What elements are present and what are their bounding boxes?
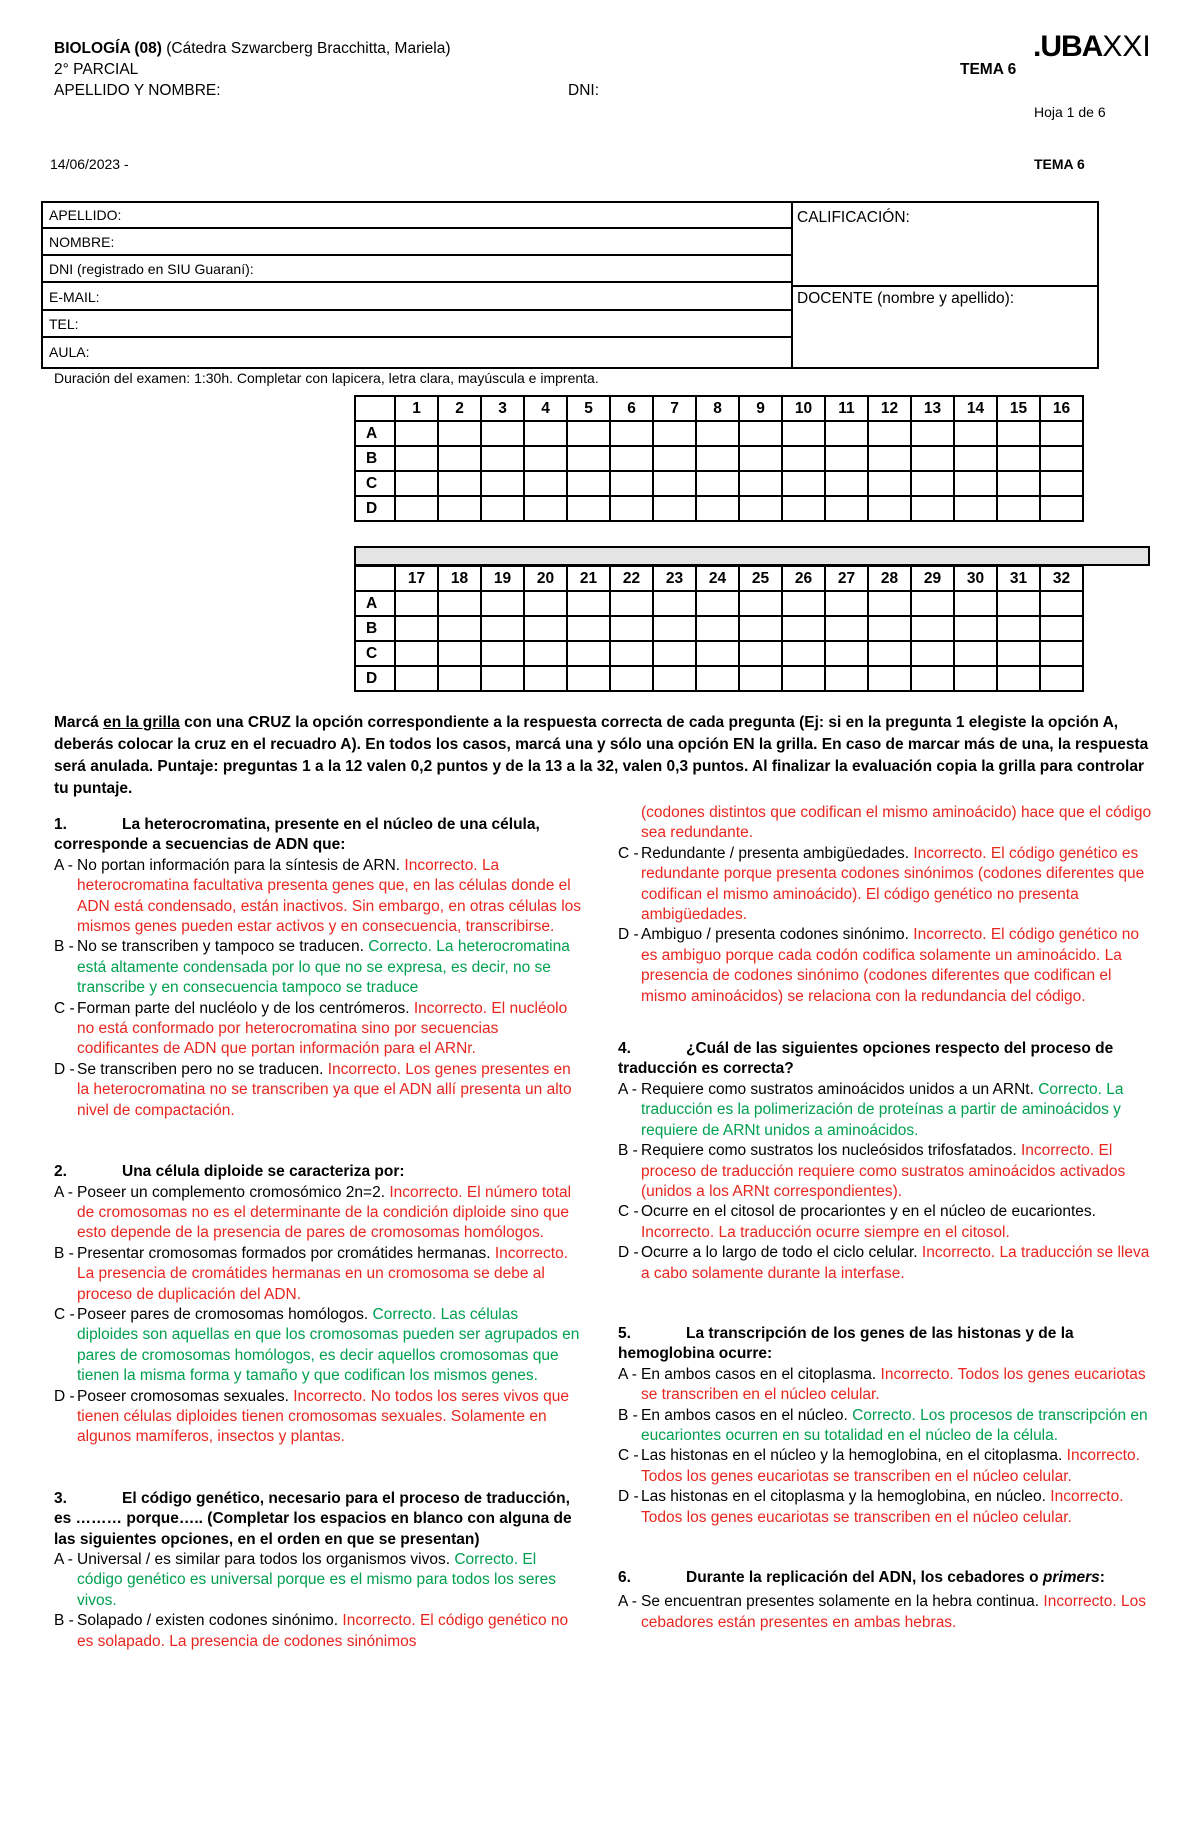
answer-cell[interactable]	[1040, 641, 1083, 666]
grid-col-header: 4	[524, 396, 567, 421]
question-2-option-c: C - Poseer pares de cromosomas homólogos. Correcto. Las células diploides son aquellas en que los cromosomas pueden ser agrupados en pares de cromosomas homólogos, es decir aquellos cromosomas que tienen la misma forma y tamaño y que codifican los mismos genes.	[54, 1305, 580, 1385]
grid-row-label: D	[355, 496, 395, 521]
question-2-option-d: D - Poseer cromosomas sexuales. Incorrecto. No todos los seres vivos que tienen células diploides tienen cromosomas sexuales. Solamente en algunos mamíferos, insectos y plantas.	[54, 1387, 569, 1446]
question-6-title: 6. Durante la replicación del ADN, los cebadores o primers:	[618, 1569, 1105, 1586]
answer-cell[interactable]	[954, 641, 997, 666]
answer-cell[interactable]	[610, 471, 653, 496]
exam-duration-note: Duración del examen: 1:30h. Completar con lapicera, letra clara, mayúscula e imprenta.	[54, 370, 599, 386]
answer-cell[interactable]	[911, 446, 954, 471]
grid-col-header: 2	[438, 396, 481, 421]
dni-label: DNI:	[568, 82, 599, 99]
answer-cell[interactable]	[825, 616, 868, 641]
question-5-option-b: B - En ambos casos en el núcleo. Correcto. Los procesos de transcripción en eucariontes ocurren en su totalidad en el núcleo de la célula.	[618, 1406, 1148, 1444]
answer-cell[interactable]	[1040, 421, 1083, 446]
answer-cell[interactable]	[739, 471, 782, 496]
answer-cell[interactable]	[524, 666, 567, 691]
answer-cell[interactable]	[868, 641, 911, 666]
answer-cell[interactable]	[997, 421, 1040, 446]
answer-grid-top	[354, 395, 1084, 522]
answer-cell[interactable]	[653, 421, 696, 446]
answer-cell[interactable]	[438, 446, 481, 471]
answer-cell[interactable]	[524, 446, 567, 471]
grid-row-label: A	[355, 421, 395, 446]
answer-cell[interactable]	[567, 591, 610, 616]
answer-cell[interactable]	[911, 591, 954, 616]
answer-cell[interactable]	[567, 421, 610, 446]
question-3-option-d: D - Ambiguo / presenta codones sinónimo. Incorrecto. El código genético no es ambiguo porque cada codón codifica solamente un aminoácido. La presencia de codones sinónimo (codones diferentes que codifican el mismo aminoácidos) se relaciona con la redundancia del código.	[618, 926, 1140, 1005]
answer-cell[interactable]	[1040, 496, 1083, 521]
grid-col-header: 23	[653, 566, 696, 591]
answer-cell[interactable]	[438, 641, 481, 666]
grid-col-header: 27	[825, 566, 868, 591]
answer-cell[interactable]	[696, 421, 739, 446]
answer-cell[interactable]	[911, 641, 954, 666]
answer-cell[interactable]	[610, 616, 653, 641]
answer-cell[interactable]	[653, 666, 696, 691]
answer-cell[interactable]	[610, 666, 653, 691]
answer-cell[interactable]	[782, 666, 825, 691]
question-4-option-b: B - Requiere como sustratos los nucleósidos trifosfatados. Incorrecto. El proceso de traducción requiere como sustratos aminoácidos activados (unidos a los ARNt correspondientes).	[618, 1142, 1126, 1200]
answer-cell[interactable]	[739, 666, 782, 691]
answer-cell[interactable]	[911, 496, 954, 521]
answer-cell[interactable]	[825, 641, 868, 666]
grid-col-header: 8	[696, 396, 739, 421]
grid-col-header: 13	[911, 396, 954, 421]
question-5-option-d: D - Las histonas en el citoplasma y la hemoglobina, en núcleo. Incorrecto. Todos los genes eucariotas se transcriben en el núcleo celular.	[618, 1488, 1124, 1526]
question-3-option-c: C - Redundante / presenta ambigüedades. Incorrecto. El código genético es redundante porque presenta codones sinónimos (codones diferentes que codifican el mismo aminoácido). El código genético no presenta ambigüedades.	[618, 844, 1145, 924]
answer-cell[interactable]	[524, 641, 567, 666]
calificacion-label: CALIFICACIÓN:	[797, 209, 910, 226]
answer-cell[interactable]	[868, 666, 911, 691]
instr-marca: Marcá	[54, 714, 99, 731]
answer-cell[interactable]	[868, 471, 911, 496]
answer-cell[interactable]	[954, 496, 997, 521]
grid-col-header: 16	[1040, 396, 1083, 421]
parcial-label: 2° PARCIAL	[54, 61, 139, 78]
answer-cell[interactable]	[997, 591, 1040, 616]
answer-cell[interactable]	[567, 446, 610, 471]
answer-cell[interactable]	[868, 616, 911, 641]
logo-xxi-text: XXI	[1102, 30, 1151, 63]
answer-cell[interactable]	[825, 496, 868, 521]
grid-row-label: B	[355, 616, 395, 641]
answer-cell[interactable]	[481, 616, 524, 641]
grid-col-header: 28	[868, 566, 911, 591]
question-3	[54, 1489, 582, 1652]
answer-cell[interactable]	[911, 471, 954, 496]
answer-cell[interactable]	[395, 666, 438, 691]
grid-instructions	[54, 712, 1150, 800]
answer-cell[interactable]	[1040, 616, 1083, 641]
answer-cell[interactable]	[911, 616, 954, 641]
answer-cell[interactable]	[567, 496, 610, 521]
infobox-right-divider	[793, 285, 1099, 287]
question-4-title: 4. ¿Cuál de las siguientes opciones respecto del proceso de traducción es correcta?	[618, 1040, 1114, 1078]
answer-cell[interactable]	[481, 666, 524, 691]
answer-cell[interactable]	[739, 446, 782, 471]
answer-cell[interactable]	[610, 641, 653, 666]
answer-cell[interactable]	[653, 471, 696, 496]
question-1-option-b: B - No se transcriben y tampoco se traducen. Correcto. La heterocromatina está altamente condensada por lo que no se expresa, es decir, no se transcribe y en consecuencia tampoco se traduce	[54, 938, 570, 997]
answer-cell[interactable]	[954, 471, 997, 496]
grid-col-header: 7	[653, 396, 696, 421]
grid-row-label: C	[355, 641, 395, 666]
answer-cell[interactable]	[696, 616, 739, 641]
question-5	[618, 1324, 1152, 1528]
answer-cell[interactable]	[653, 591, 696, 616]
answer-cell[interactable]	[782, 421, 825, 446]
grid-col-header: 29	[911, 566, 954, 591]
answer-cell[interactable]	[825, 591, 868, 616]
answer-cell[interactable]	[438, 421, 481, 446]
answer-cell[interactable]	[395, 421, 438, 446]
question-3-option-b: B - Solapado / existen codones sinónimo. Incorrecto. El código genético no es solapado. La presencia de codones sinónimos	[54, 1612, 569, 1650]
question-5-option-c: C - Las histonas en el núcleo y la hemoglobina, en el citoplasma. Incorrecto. Todos los genes eucariotas se transcriben en el núcleo celular.	[618, 1447, 1140, 1485]
answer-cell[interactable]	[395, 446, 438, 471]
answer-cell[interactable]	[1040, 471, 1083, 496]
grid-col-header: 19	[481, 566, 524, 591]
answer-cell[interactable]	[438, 496, 481, 521]
answer-cell[interactable]	[653, 616, 696, 641]
question-2	[54, 1162, 582, 1448]
question-2-title: 2. Una célula diploide se caracteriza por:	[54, 1163, 405, 1181]
answer-cell[interactable]	[438, 666, 481, 691]
answer-cell[interactable]	[481, 421, 524, 446]
grid-col-header: 21	[567, 566, 610, 591]
answer-cell[interactable]	[782, 496, 825, 521]
answer-cell[interactable]	[782, 471, 825, 496]
exam-date: 14/06/2023 -	[50, 156, 129, 172]
question-1-option-d: D - Se transcriben pero no se traducen. Incorrecto. Los genes presentes en la heterocromatina no se transcriben ya que el ADN allí presenta un alto nivel de compactación.	[54, 1060, 572, 1119]
question-1-option-c: C - Forman parte del nucléolo y de los centrómeros. Incorrecto. El nucléolo no está conformado por heterocromatina sino por secuencias codificantes de ADN que portan información para el ARNr.	[54, 999, 568, 1058]
field-aula[interactable]: AULA:	[49, 344, 90, 360]
answer-cell[interactable]	[997, 446, 1040, 471]
answer-cell[interactable]	[739, 421, 782, 446]
answer-cell[interactable]	[524, 471, 567, 496]
grid-col-header: 26	[782, 566, 825, 591]
field-nombre[interactable]: NOMBRE:	[43, 230, 791, 256]
grid-row-label: D	[355, 666, 395, 691]
answer-cell[interactable]	[696, 591, 739, 616]
answer-cell[interactable]	[653, 641, 696, 666]
grid-col-header: 11	[825, 396, 868, 421]
page-counter: Hoja 1 de 6	[1034, 104, 1106, 120]
answer-cell[interactable]	[868, 446, 911, 471]
answer-cell[interactable]	[696, 496, 739, 521]
grid-col-header: 5	[567, 396, 610, 421]
answer-cell[interactable]	[1040, 591, 1083, 616]
tema-top-label: TEMA 6	[960, 61, 1017, 78]
grid-col-header: 17	[395, 566, 438, 591]
tema-second-label: TEMA 6	[1034, 156, 1085, 172]
answer-cell[interactable]	[739, 616, 782, 641]
question-3-option-b-continued: (codones distintos que codifican el mismo aminoácido) hace que el código sea redundante.	[641, 804, 1152, 842]
answer-cell[interactable]	[825, 471, 868, 496]
question-4-option-c: C - Ocurre en el citosol de procariontes y en el núcleo de eucariontes. Incorrecto. La traducción ocurre siempre en el citosol.	[618, 1203, 1096, 1241]
grid-col-header: 14	[954, 396, 997, 421]
answer-cell[interactable]	[481, 471, 524, 496]
answer-cell[interactable]	[610, 591, 653, 616]
answer-cell[interactable]	[696, 666, 739, 691]
answer-cell[interactable]	[610, 496, 653, 521]
grid-separator	[354, 546, 1150, 566]
instr-en-la-grilla: en la grilla	[103, 714, 180, 731]
answer-cell[interactable]	[610, 421, 653, 446]
answer-cell[interactable]	[954, 616, 997, 641]
answer-cell[interactable]	[524, 496, 567, 521]
answer-cell[interactable]	[911, 421, 954, 446]
answer-cell[interactable]	[825, 446, 868, 471]
question-1	[54, 815, 582, 1121]
grid-col-header: 22	[610, 566, 653, 591]
grid-col-header: 9	[739, 396, 782, 421]
grid-row-label: A	[355, 591, 395, 616]
field-apellido[interactable]: APELLIDO:	[43, 203, 791, 229]
uba-xxi-logo	[1033, 30, 1151, 64]
answer-cell[interactable]	[997, 471, 1040, 496]
answer-cell[interactable]	[567, 641, 610, 666]
field-tel[interactable]: TEL:	[43, 312, 791, 338]
answer-cell[interactable]	[395, 641, 438, 666]
grid-col-header: 6	[610, 396, 653, 421]
instr-rest: con una CRUZ la opción correspondiente a la respuesta correcta de cada pregunta (Ej: si en la pregunta 1 elegiste la opción A, deberás colocar la cruz en el recuadro A). En todos los casos, marcá una y sólo una opción EN la grilla. En caso de marcar más de una, la respuesta será anulada. Puntaje: preguntas 1 a la 12 valen 0,2 puntos y de la 13 a la 32, valen 0,3 puntos. Al finalizar la evaluación copia la grilla para controlar tu puntaje.	[54, 714, 1149, 797]
answer-cell[interactable]	[997, 666, 1040, 691]
question-4	[618, 1039, 1152, 1284]
answer-cell[interactable]	[438, 591, 481, 616]
right-column	[618, 803, 1152, 1633]
answer-cell[interactable]	[739, 496, 782, 521]
answer-cell[interactable]	[653, 496, 696, 521]
header-subject-line	[54, 38, 451, 59]
answer-cell[interactable]	[782, 641, 825, 666]
answer-cell[interactable]	[524, 591, 567, 616]
grid-col-header: 1	[395, 396, 438, 421]
answer-cell[interactable]	[1040, 666, 1083, 691]
question-5-option-a: A - En ambos casos en el citoplasma. Incorrecto. Todos los genes eucariotas se transcriben en el núcleo celular.	[618, 1365, 1146, 1404]
grid-row-label: B	[355, 446, 395, 471]
grid-col-header: 30	[954, 566, 997, 591]
answer-cell[interactable]	[825, 421, 868, 446]
docente-label: DOCENTE (nombre y apellido):	[797, 290, 1015, 307]
question-1-option-a: A - No portan información para la síntesis de ARN. Incorrecto. La heterocromatina facultativa presenta genes que, en las células donde el ADN está condensado, están inactivos. Sin embargo, en otras células los mismos genes pueden estar activos y en consecuencia, transcribirse.	[54, 856, 582, 936]
question-5-title: 5. La transcripción de los genes de las histonas y de la hemoglobina ocurre:	[618, 1324, 1074, 1363]
answer-cell[interactable]	[782, 616, 825, 641]
answer-cell[interactable]	[481, 496, 524, 521]
answer-cell[interactable]	[997, 616, 1040, 641]
answer-cell[interactable]	[438, 471, 481, 496]
apellido-nombre-label: APELLIDO Y NOMBRE:	[54, 82, 221, 99]
answer-cell[interactable]	[696, 446, 739, 471]
grid-col-header: 10	[782, 396, 825, 421]
answer-cell[interactable]	[395, 591, 438, 616]
bottom-corner-cell	[355, 566, 395, 591]
answer-cell[interactable]	[954, 446, 997, 471]
answer-cell[interactable]	[954, 591, 997, 616]
grid-col-header: 24	[696, 566, 739, 591]
answer-cell[interactable]	[481, 591, 524, 616]
question-4-option-d: D - Ocurre a lo largo de todo el ciclo celular. Incorrecto. La traducción se lleva a cabo solamente durante la interfase.	[618, 1244, 1150, 1282]
question-3-title: 3. El código genético, necesario para el proceso de traducción, es ……… porque….. (Completar los espacios en blanco con alguna de las siguientes opciones, en el orden en que se presentan)	[54, 1489, 572, 1548]
grid-row-label: C	[355, 471, 395, 496]
question-1-title: 1. La heterocromatina, presente en el núcleo de una célula, corresponde a secuencias de ADN que:	[54, 816, 540, 854]
catedra-text: (Cátedra Szwarcberg Bracchitta, Mariela)	[166, 40, 451, 57]
answer-cell[interactable]	[954, 666, 997, 691]
answer-cell[interactable]	[739, 641, 782, 666]
subject-title: BIOLOGÍA (08)	[54, 40, 162, 57]
answer-cell[interactable]	[997, 496, 1040, 521]
logo-uba-text: .UBA	[1033, 30, 1103, 63]
top-corner-cell	[355, 396, 395, 421]
question-6	[618, 1568, 1152, 1633]
answer-cell[interactable]	[481, 446, 524, 471]
answer-cell[interactable]	[782, 591, 825, 616]
answer-cell[interactable]	[825, 666, 868, 691]
answer-cell[interactable]	[696, 641, 739, 666]
answer-cell[interactable]	[653, 446, 696, 471]
answer-cell[interactable]	[1040, 446, 1083, 471]
question-6-option-a: A - Se encuentran presentes solamente en la hebra continua. Incorrecto. Los cebadores están presentes en ambas hebras.	[618, 1593, 1146, 1631]
answer-cell[interactable]	[395, 496, 438, 521]
grid-col-header: 15	[997, 396, 1040, 421]
answer-cell[interactable]	[481, 641, 524, 666]
grid-col-header: 20	[524, 566, 567, 591]
grid-col-header: 32	[1040, 566, 1083, 591]
question-2-option-b: B - Presentar cromosomas formados por cromátides hermanas. Incorrecto. La presencia de cromátides hermanas en un cromosoma se debe al proceso de duplicación del ADN.	[54, 1244, 569, 1303]
answer-cell[interactable]	[868, 496, 911, 521]
answer-grid-bottom	[354, 565, 1084, 692]
answer-cell[interactable]	[954, 421, 997, 446]
answer-cell[interactable]	[610, 446, 653, 471]
grid-col-header: 18	[438, 566, 481, 591]
answer-cell[interactable]	[524, 616, 567, 641]
answer-cell[interactable]	[567, 616, 610, 641]
answer-cell[interactable]	[567, 666, 610, 691]
question-2-option-a: A - Poseer un complemento cromosómico 2n=2. Incorrecto. El número total de cromosomas no es el determinante de la condición diploide sino que esto depende de la presencia de pares de cromosomas homólogos.	[54, 1183, 572, 1242]
answer-cell[interactable]	[739, 591, 782, 616]
grid-col-header: 3	[481, 396, 524, 421]
answer-cell[interactable]	[395, 616, 438, 641]
answer-cell[interactable]	[696, 471, 739, 496]
field-dni[interactable]: DNI (registrado en SIU Guaraní):	[43, 257, 791, 283]
answer-cell[interactable]	[524, 421, 567, 446]
grid-col-header: 25	[739, 566, 782, 591]
answer-cell[interactable]	[868, 591, 911, 616]
answer-cell[interactable]	[567, 471, 610, 496]
field-email[interactable]: E-MAIL:	[43, 285, 791, 311]
grid-col-header: 12	[868, 396, 911, 421]
answer-cell[interactable]	[911, 666, 954, 691]
answer-cell[interactable]	[997, 641, 1040, 666]
answer-cell[interactable]	[782, 446, 825, 471]
left-column	[54, 815, 582, 1652]
student-info-box	[41, 201, 1099, 369]
answer-cell[interactable]	[438, 616, 481, 641]
grid-col-header: 31	[997, 566, 1040, 591]
question-4-option-a: A - Requiere como sustratos aminoácidos unidos a un ARNt. Correcto. La traducción es la polimerización de proteínas a partir de aminoácidos y requiere de ARNt unidos a aminoácidos.	[618, 1080, 1124, 1139]
question-3-option-a: A - Universal / es similar para todos los organismos vivos. Correcto. El código genético es universal porque es el mismo para todos los seres vivos.	[54, 1551, 557, 1609]
answer-cell[interactable]	[395, 471, 438, 496]
answer-cell[interactable]	[868, 421, 911, 446]
